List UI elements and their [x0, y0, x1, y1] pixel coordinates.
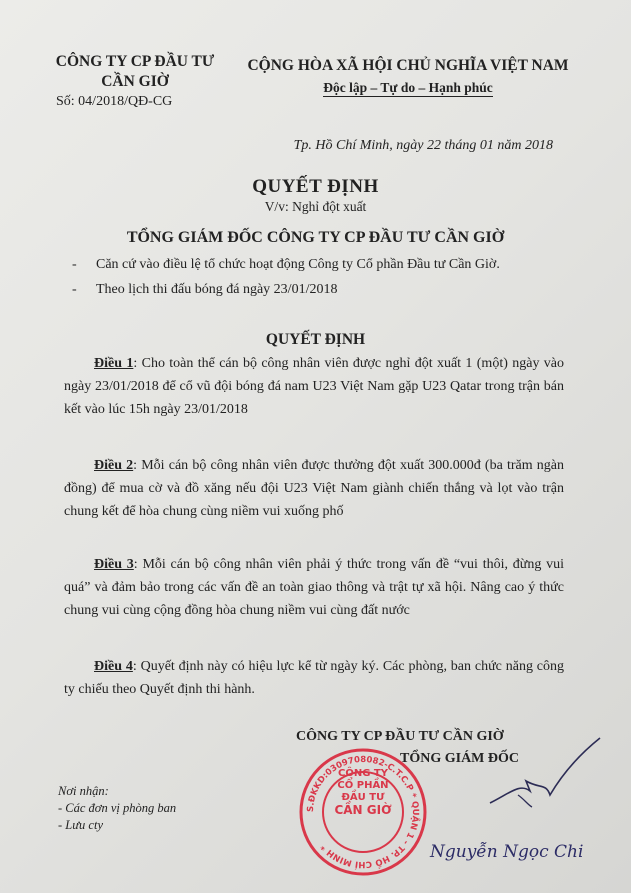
article-label: Điều 2 — [94, 458, 134, 473]
handwritten-signature-icon — [480, 733, 610, 813]
article-label: Điều 3 — [94, 557, 134, 572]
article-label: Điều 1 — [94, 356, 134, 371]
issuer-title: TỔNG GIÁM ĐỐC CÔNG TY CP ĐẦU TƯ CẦN GIỜ — [126, 229, 505, 246]
national-motto: Độc lập – Tự do – Hạnh phúc — [323, 80, 493, 95]
article-3 — [64, 553, 564, 622]
nation-name: CỘNG HÒA XÃ HỘI CHỦ NGHĨA VIỆT NAM — [247, 57, 569, 74]
basis-item: - Căn cứ vào điều lệ tổ chức hoạt động Công ty Cổ phần Đầu tư Cần Giờ. — [96, 257, 500, 273]
seal-ring-text: S.ĐKKD:0309708082-C.T.C.P * QUẬN 1 - TP. HỒ CHÍ MINH * — [305, 754, 421, 870]
national-header — [238, 57, 578, 97]
article-1 — [64, 352, 564, 421]
article-text: : Cho toàn thể cán bộ công nhân viên được nghỉ đột xuất 1 (một) ngày vào ngày 23/01/2018 để cổ vũ đội bóng đá nam U23 Việt Nam gặp U23 Qatar trong trận bán kết vào lúc 15h ngày 23/01/2018 — [64, 356, 565, 417]
signature-company: CÔNG TY CP ĐẦU TƯ CẦN GIỜ — [296, 729, 504, 744]
recipients-block — [58, 783, 176, 834]
article-label: Điều 4 — [94, 659, 133, 674]
company-header — [30, 52, 240, 92]
article-2 — [64, 454, 564, 523]
article-text: : Mỗi cán bộ công nhân viên phải ý thức trong vấn đề “vui thôi, đừng vui quá” và đảm bảo trong các vấn đề an toàn giao thông và trật tự xã hội. Nâng cao ý thức chung vui cùng cộng đồng hòa chung niềm vui cùng đất nước — [64, 557, 564, 618]
article-4 — [64, 655, 564, 701]
company-name-line2: CẦN GIỜ — [101, 73, 169, 90]
document-subject: V/v: Nghỉ đột xuất — [264, 199, 367, 214]
recipient-item: - Lưu cty — [58, 818, 104, 832]
article-text: : Mỗi cán bộ công nhân viên được thưởng đột xuất 300.000đ (ba trăm ngàn đồng) để mua cờ và đồ xăng nếu đội U23 Việt Nam giành chiến thắng và lọt vào trận chung kết để hòa chung cùng niềm vui xuống phố — [64, 458, 565, 519]
document-title: QUYẾT ĐỊNH — [252, 176, 379, 197]
document-number: Số: 04/2018/QĐ-CG — [56, 94, 173, 109]
recipient-item: - Các đơn vị phòng ban — [58, 801, 177, 815]
seal-center-text: CÔNG TY CỔ PHẦN ĐẦU TƯ CẦN GIỜ — [334, 768, 392, 817]
signer-name: Nguyễn Ngọc Chi — [430, 842, 584, 862]
article-text: : Quyết định này có hiệu lực kể từ ngày ký. Các phòng, ban chức năng công ty chiếu theo Quyết định thi hành. — [64, 659, 565, 697]
place-date: Tp. Hồ Chí Minh, ngày 22 tháng 01 năm 2018 — [293, 138, 553, 153]
signature-title: TỔNG GIÁM ĐỐC — [400, 751, 519, 766]
recipients-heading: Nơi nhận: — [58, 784, 109, 798]
company-name-line1: CÔNG TY CP ĐẦU TƯ — [55, 53, 215, 70]
decision-heading: QUYẾT ĐỊNH — [265, 331, 366, 348]
basis-item: - Theo lịch thi đấu bóng đá ngày 23/01/2018 — [96, 282, 337, 298]
